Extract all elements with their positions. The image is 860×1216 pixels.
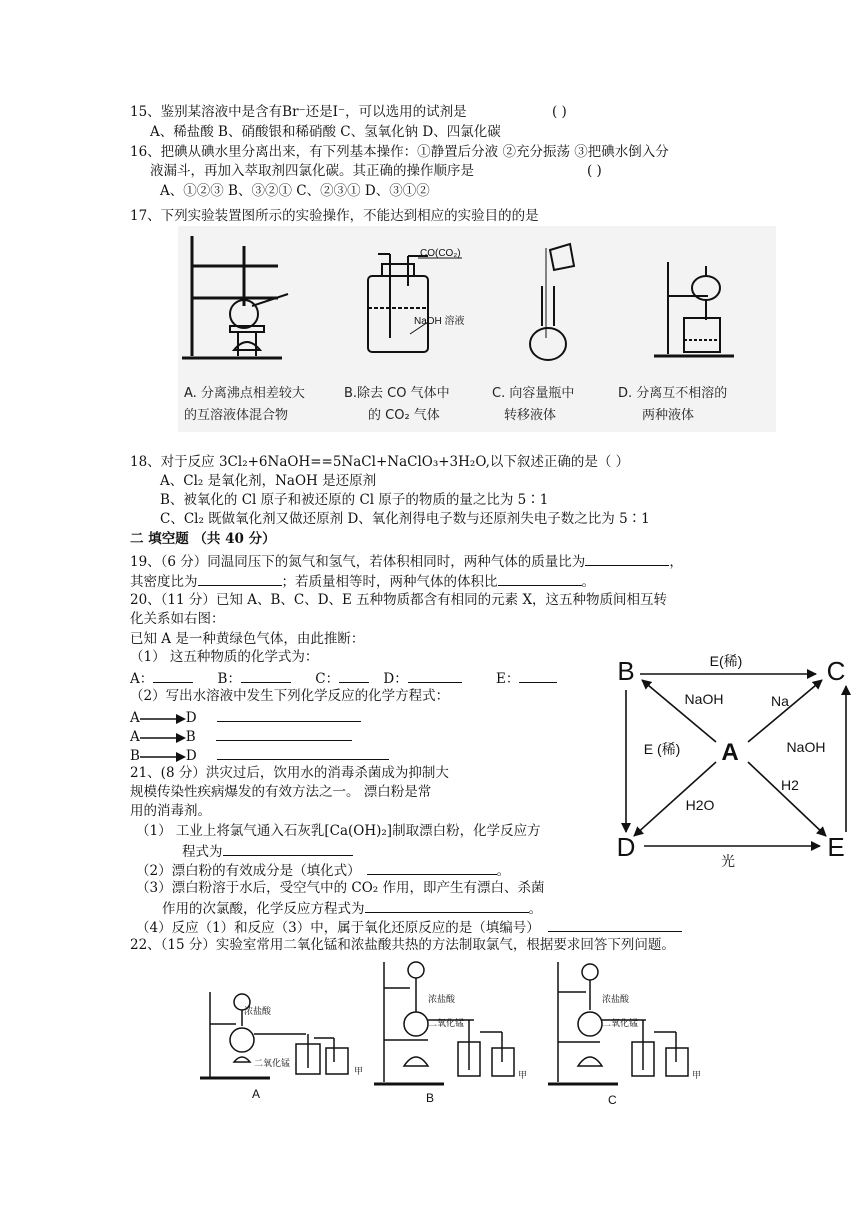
reaction-a-to-b-from: A bbox=[130, 729, 140, 745]
q20-formula-row bbox=[130, 668, 557, 688]
arrow-a-to-c bbox=[748, 680, 822, 742]
node-b: B bbox=[617, 656, 635, 686]
a-jia-label: 甲 bbox=[354, 1066, 364, 1076]
b-mno2-label: 二氧化锰 bbox=[428, 1018, 465, 1028]
q21-part4-label: （4）反应（1）和反应（3）中，属于氧化还原反应的是（填编号） bbox=[136, 920, 540, 936]
caption-c-line1: C. 向容量瓶中 bbox=[492, 386, 575, 401]
node-a: A bbox=[721, 739, 739, 766]
caption-a-line2: 的互溶液体混合物 bbox=[184, 408, 289, 423]
label-h2: H2 bbox=[781, 777, 799, 793]
gas-washing-bottle-icon bbox=[368, 254, 428, 352]
label-naoh-right: NaOH bbox=[786, 739, 826, 755]
q16-line2: 液漏斗，再加入萃取剂四氯化碳。其正确的操作顺序是 bbox=[150, 163, 474, 179]
a-mno2-label: 二氧化锰 bbox=[254, 1058, 291, 1068]
reaction-a-to-b-blank[interactable] bbox=[216, 726, 352, 741]
q20-part1: （1） 这五种物质的化学式为： bbox=[130, 649, 319, 665]
q16-line1: 16、把碘从碘水里分离出来，有下列基本操作：①静置后分液 ②充分振荡 ③把碘水倒入分 bbox=[130, 144, 669, 160]
q15-stem: 15、鉴别某溶液中是含有Br⁻还是I⁻，可以选用的试剂是 bbox=[130, 104, 467, 120]
q18-stem: 18、对于反应 3Cl₂+6NaOH==5NaCl+NaClO₃+3H₂O,以下叙述正确的是（ ） bbox=[130, 454, 630, 470]
q17-apparatus-panel bbox=[178, 226, 776, 432]
caption-d-line1: D. 分离互不相溶的 bbox=[618, 386, 728, 401]
reaction-b-to-d-to: D bbox=[185, 748, 197, 764]
separatory-funnel-icon bbox=[654, 262, 734, 356]
q21-part1-line1: （1） 工业上将氯气通入石灰乳[Ca(OH)₂]制取漂白粉，化学反应方 bbox=[136, 823, 541, 839]
q21-part3-line1: （3）漂白粉溶于水后，受空气中的 CO₂ 作用，即产生有漂白、杀菌 bbox=[136, 880, 545, 896]
q15-answer-bracket: ( ) bbox=[552, 104, 567, 120]
c-jia-label: 甲 bbox=[692, 1070, 702, 1080]
q19-text-d: ；若质量相等时，两种气体的体积比 bbox=[281, 574, 498, 590]
q19-text-c: 其密度比为 bbox=[130, 574, 198, 590]
formula-a-label: A： bbox=[130, 671, 154, 687]
q15-options: A、稀盐酸 B、硝酸银和稀硝酸 C、氢氧化钠 D、四氯化碳 bbox=[150, 124, 501, 140]
q21-line2: 规模传染性疾病爆发的有效方法之一。 漂白粉是常 bbox=[130, 784, 432, 800]
q22-stem: 22、（15 分）实验室常用二氧化锰和浓盐酸共热的方法制取氯气，根据要求回答下列问题。 bbox=[130, 937, 675, 953]
label-e-dilute-left: E (稀) bbox=[643, 741, 681, 757]
distillation-apparatus-icon bbox=[182, 236, 288, 358]
q16-answer-bracket: ( ) bbox=[587, 163, 602, 179]
q17-apparatus-illustrations bbox=[178, 226, 776, 376]
arrow-a-to-b bbox=[642, 680, 716, 742]
q18-option-a: A、Cl₂ 是氧化剂，NaOH 是还原剂 bbox=[160, 473, 377, 489]
caption-b-line1: B.除去 CO 气体中 bbox=[344, 386, 450, 401]
reaction-a-to-d-blank[interactable] bbox=[217, 707, 361, 722]
q21-part3-end: 。 bbox=[528, 901, 542, 917]
q21-part2-label: （2）漂白粉的有效成分是（填化式） bbox=[136, 863, 361, 879]
q19-mass-ratio-blank[interactable] bbox=[585, 551, 669, 566]
node-c: C bbox=[826, 656, 846, 686]
formula-d-blank[interactable] bbox=[408, 668, 462, 683]
formula-e-label: E： bbox=[496, 671, 520, 687]
label-na: Na bbox=[771, 693, 789, 709]
label-naoh-left: NaOH bbox=[684, 691, 724, 707]
q21-part4 bbox=[136, 917, 682, 937]
label-e-dilute-top: E(稀) bbox=[709, 653, 743, 669]
q21-part3-label: 作用的次氯酸，化学反应方程式为 bbox=[162, 901, 365, 917]
caption-a-line1: A. 分离沸点相差较大 bbox=[184, 386, 305, 401]
q21-line3: 用的消毒剂。 bbox=[130, 803, 211, 819]
right-arrow-icon bbox=[140, 751, 186, 763]
q20-line1: 20、（11 分）已知 A、B、C、D、E 五种物质都含有相同的元素 X，这五种物质间相互转 bbox=[130, 592, 668, 608]
q21-line1: 21、(8 分）洪灾过后，饮用水的消毒杀菌成为抑制大 bbox=[130, 765, 449, 781]
formula-b-label: B： bbox=[217, 671, 241, 687]
figure-b-label: B bbox=[426, 1091, 435, 1105]
q21-part1-label: 程式为 bbox=[182, 844, 223, 860]
formula-b-blank[interactable] bbox=[241, 668, 291, 683]
q18-option-b: B、被氧化的 Cl 原子和被还原的 Cl 原子的物质的量之比为 5∶1 bbox=[160, 492, 549, 508]
b-jia-label: 甲 bbox=[518, 1070, 528, 1080]
label-light: 光 bbox=[721, 853, 735, 869]
figure-c-label: C bbox=[608, 1093, 617, 1107]
q16-options: A、①②③ B、③②① C、②③① D、③①② bbox=[160, 183, 430, 199]
section-heading: 二 填空题 （共 40 分） bbox=[130, 531, 276, 547]
reaction-a-to-b bbox=[130, 726, 352, 746]
q21-part2-blank[interactable] bbox=[367, 860, 497, 875]
q19-text-b: ， bbox=[669, 554, 683, 570]
q20-line2: 化关系如右图： bbox=[130, 611, 225, 627]
c-hcl-label: 浓盐酸 bbox=[602, 994, 630, 1004]
b-hcl-label: 浓盐酸 bbox=[428, 994, 456, 1004]
q20-line3: 已知 A 是一种黄绿色气体，由此推断： bbox=[130, 631, 365, 647]
formula-c-label: C： bbox=[315, 671, 340, 687]
formula-a-blank[interactable] bbox=[153, 668, 193, 683]
right-arrow-icon bbox=[140, 732, 186, 744]
formula-d-label: D： bbox=[383, 671, 408, 687]
reaction-a-to-b-to: B bbox=[185, 729, 196, 745]
reaction-a-to-d-from: A bbox=[130, 710, 140, 726]
q17-stem: 17、下列实验装置图所示的实验操作，不能达到相应的实验目的的是 bbox=[130, 208, 539, 224]
node-e: E bbox=[827, 832, 845, 862]
reaction-b-to-d bbox=[130, 745, 389, 765]
q21-part1-blank[interactable] bbox=[223, 841, 353, 856]
volumetric-flask-icon bbox=[530, 244, 574, 360]
c-mno2-label: 二氧化锰 bbox=[602, 1018, 639, 1028]
q21-part4-blank[interactable] bbox=[548, 917, 682, 932]
q19-line2 bbox=[130, 571, 595, 591]
caption-d-line2: 两种液体 bbox=[642, 408, 695, 423]
arrow-a-to-e bbox=[748, 762, 826, 836]
q21-part1-line2 bbox=[182, 841, 353, 861]
q19-volume-ratio-blank[interactable] bbox=[498, 571, 582, 586]
reaction-b-to-d-blank[interactable] bbox=[217, 745, 389, 760]
a-hcl-label: 浓盐酸 bbox=[244, 1006, 272, 1016]
transformation-diagram bbox=[600, 650, 860, 870]
q20-part2: （2）写出水溶液中发生下列化学反应的化学方程式： bbox=[130, 688, 450, 704]
q21-part3-blank[interactable] bbox=[365, 898, 529, 913]
caption-c-line2: 转移液体 bbox=[504, 408, 557, 423]
co-gas-label: CO(CO₂) bbox=[420, 248, 461, 259]
formula-c-blank[interactable] bbox=[339, 668, 369, 683]
q21-part3-line2 bbox=[162, 898, 542, 918]
caption-b-line2: 的 CO₂ 气体 bbox=[368, 408, 440, 423]
q21-part2-end: 。 bbox=[496, 863, 511, 879]
node-d: D bbox=[616, 832, 636, 862]
right-arrow-icon bbox=[140, 713, 186, 725]
label-h2o: H2O bbox=[685, 797, 715, 813]
figure-a-label: A bbox=[252, 1087, 261, 1101]
q18-option-cd: C、Cl₂ 既做氧化剂又做还原剂 D、氧化剂得电子数与还原剂失电子数之比为 5∶1 bbox=[160, 511, 650, 527]
q21-part2 bbox=[136, 860, 510, 880]
chlorine-apparatus-figures bbox=[196, 952, 716, 1112]
naoh-solution-label: NaOH 溶液 bbox=[414, 316, 465, 327]
reaction-a-to-d-to: D bbox=[185, 710, 197, 726]
q19-line1 bbox=[130, 551, 683, 571]
formula-e-blank[interactable] bbox=[519, 668, 557, 683]
reaction-a-to-d bbox=[130, 707, 361, 727]
q19-density-ratio-blank[interactable] bbox=[198, 571, 282, 586]
q19-text-e: 。 bbox=[581, 574, 595, 590]
q19-text-a: 19、（6 分）同温同压下的氮气和氢气，若体积相同时，两种气体的质量比为 bbox=[130, 554, 586, 570]
reaction-b-to-d-from: B bbox=[130, 748, 140, 764]
